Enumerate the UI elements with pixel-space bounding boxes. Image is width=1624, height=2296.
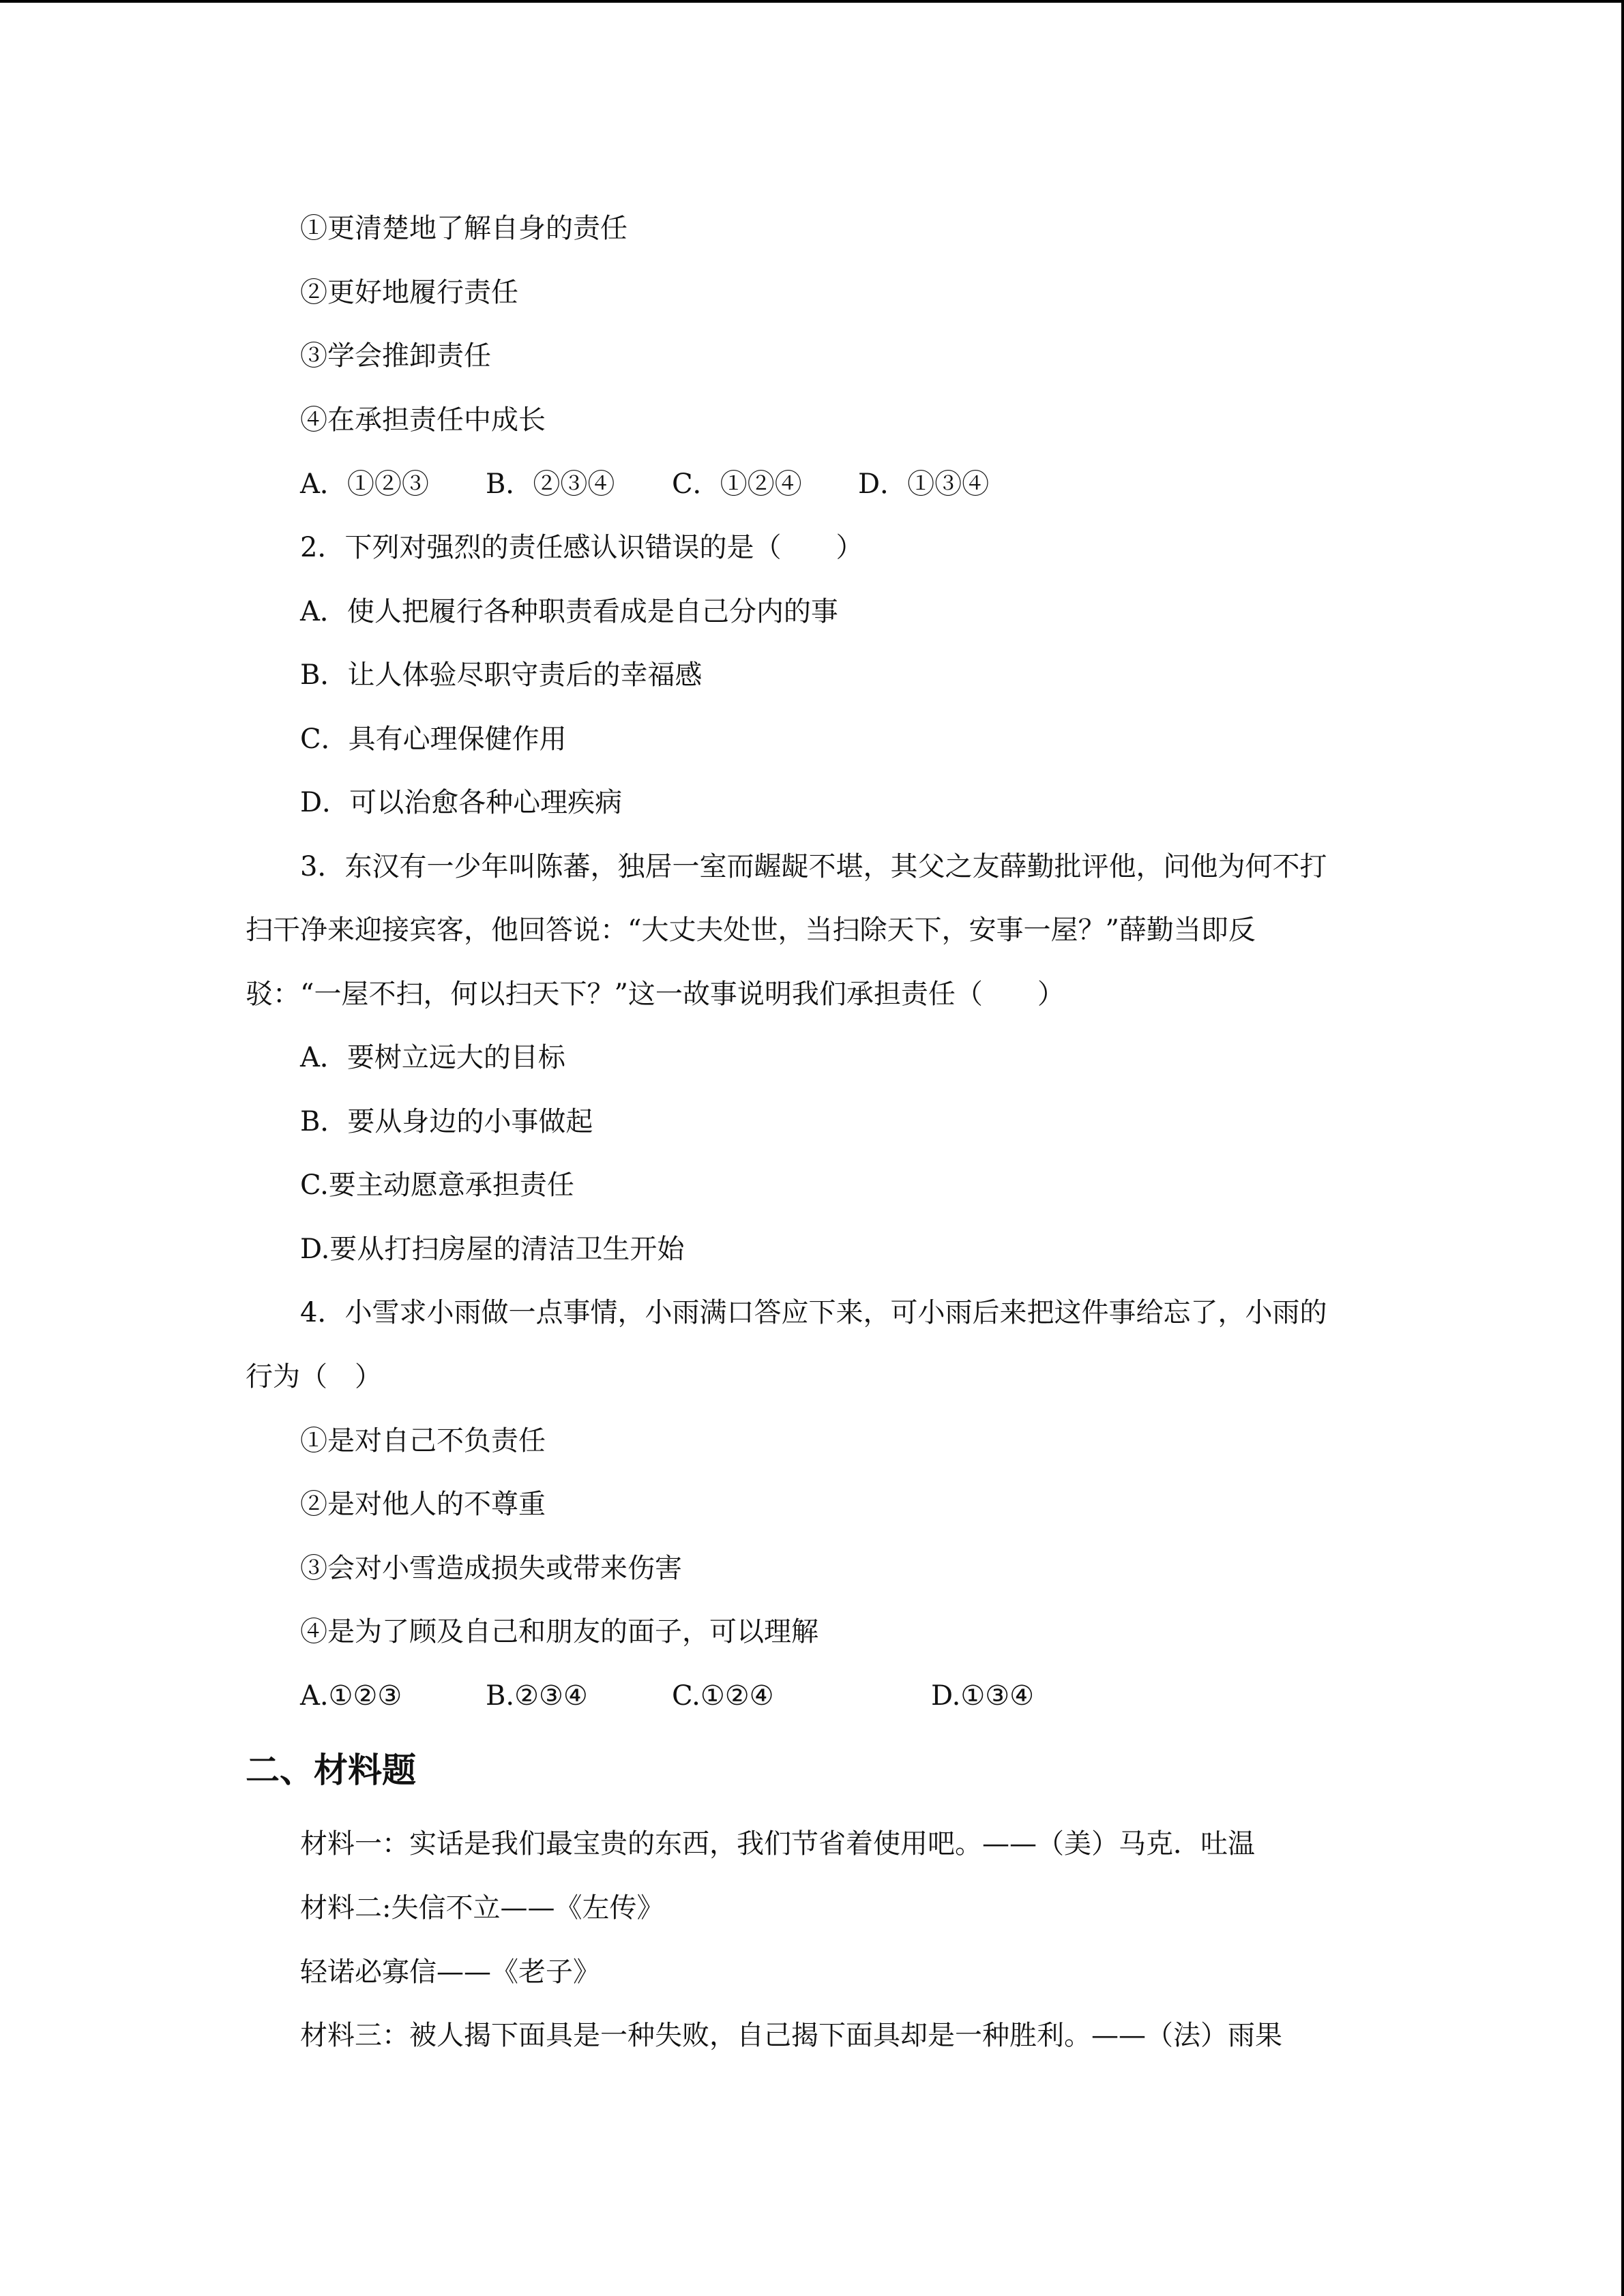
q4-option-d: D.①③④	[931, 1680, 1034, 1712]
q4-stem-line-2: 行为（ ）	[246, 1361, 382, 1392]
q4-stem-line-1: 4．小雪求小雨做一点事情，小雨满口答应下来，可小雨后来把这件事给忘了，小雨的	[300, 1297, 1327, 1328]
material-2: 材料二:失信不立——《左传》	[300, 1892, 664, 1924]
q2-option-d: D．可以治愈各种心理疾病	[300, 787, 623, 818]
q4-option-a: A.①②③	[300, 1680, 402, 1712]
material-2-quote: 轻诺必寡信——《老子》	[300, 1956, 600, 1988]
q1-statement-3: ③学会推卸责任	[300, 340, 491, 372]
q4-option-b: B.②③④	[486, 1680, 588, 1712]
q3-stem-line-3: 驳：“一屋不扫，何以扫天下？”这一故事说明我们承担责任（ ）	[246, 979, 1065, 1010]
q2-option-a: A．使人把履行各种职责看成是自己分内的事	[300, 596, 838, 627]
material-3: 材料三：被人揭下面具是一种失败，自己揭下面具却是一种胜利。——（法）雨果	[300, 2020, 1282, 2051]
q4-statement-3: ③会对小雪造成损失或带来伤害	[300, 1553, 682, 1584]
q3-option-a: A．要树立远大的目标	[300, 1042, 565, 1073]
q1-option-d: D．①③④	[858, 468, 990, 500]
q1-statement-4: ④在承担责任中成长	[300, 404, 546, 436]
q3-option-c: C.要主动愿意承担责任	[300, 1169, 574, 1201]
q3-stem-line-1: 3．东汉有一少年叫陈蕃，独居一室而龌龊不堪，其父之友薛勤批评他，问他为何不打	[300, 851, 1327, 882]
q4-statement-4: ④是为了顾及自己和朋友的面子，可以理解	[300, 1616, 818, 1648]
q1-option-a: A．①②③	[300, 468, 429, 500]
q4-option-c: C.①②④	[672, 1680, 774, 1712]
q4-statement-2: ②是对他人的不尊重	[300, 1489, 546, 1520]
q1-option-b: B．②③④	[486, 468, 615, 500]
page-border-top	[0, 0, 1624, 3]
q1-statement-1: ①更清楚地了解自身的责任	[300, 213, 628, 244]
q3-option-d: D.要从打扫房屋的清洁卫生开始	[300, 1234, 685, 1265]
q2-stem: 2．下列对强烈的责任感认识错误的是（ ）	[300, 532, 863, 563]
section-heading: 二、材料题	[246, 1750, 416, 1790]
q3-option-b: B．要从身边的小事做起	[300, 1106, 593, 1137]
q1-statement-2: ②更好地履行责任	[300, 277, 518, 308]
q1-options	[300, 465, 1050, 503]
page-border-right	[1621, 0, 1624, 2296]
q4-options	[300, 1677, 1119, 1715]
q4-statement-1: ①是对自己不负责任	[300, 1425, 546, 1457]
q2-option-b: B．让人体验尽职守责后的幸福感	[300, 659, 703, 691]
material-1: 材料一：实话是我们最宝贵的东西，我们节省着使用吧。——（美）马克．吐温	[300, 1828, 1255, 1860]
q3-stem-line-2: 扫干净来迎接宾客，他回答说：“大丈夫处世，当扫除天下，安事一屋？”薛勤当即反	[246, 914, 1256, 946]
q2-option-c: C．具有心理保健作用	[300, 724, 567, 755]
q1-option-c: C．①②④	[672, 468, 802, 500]
